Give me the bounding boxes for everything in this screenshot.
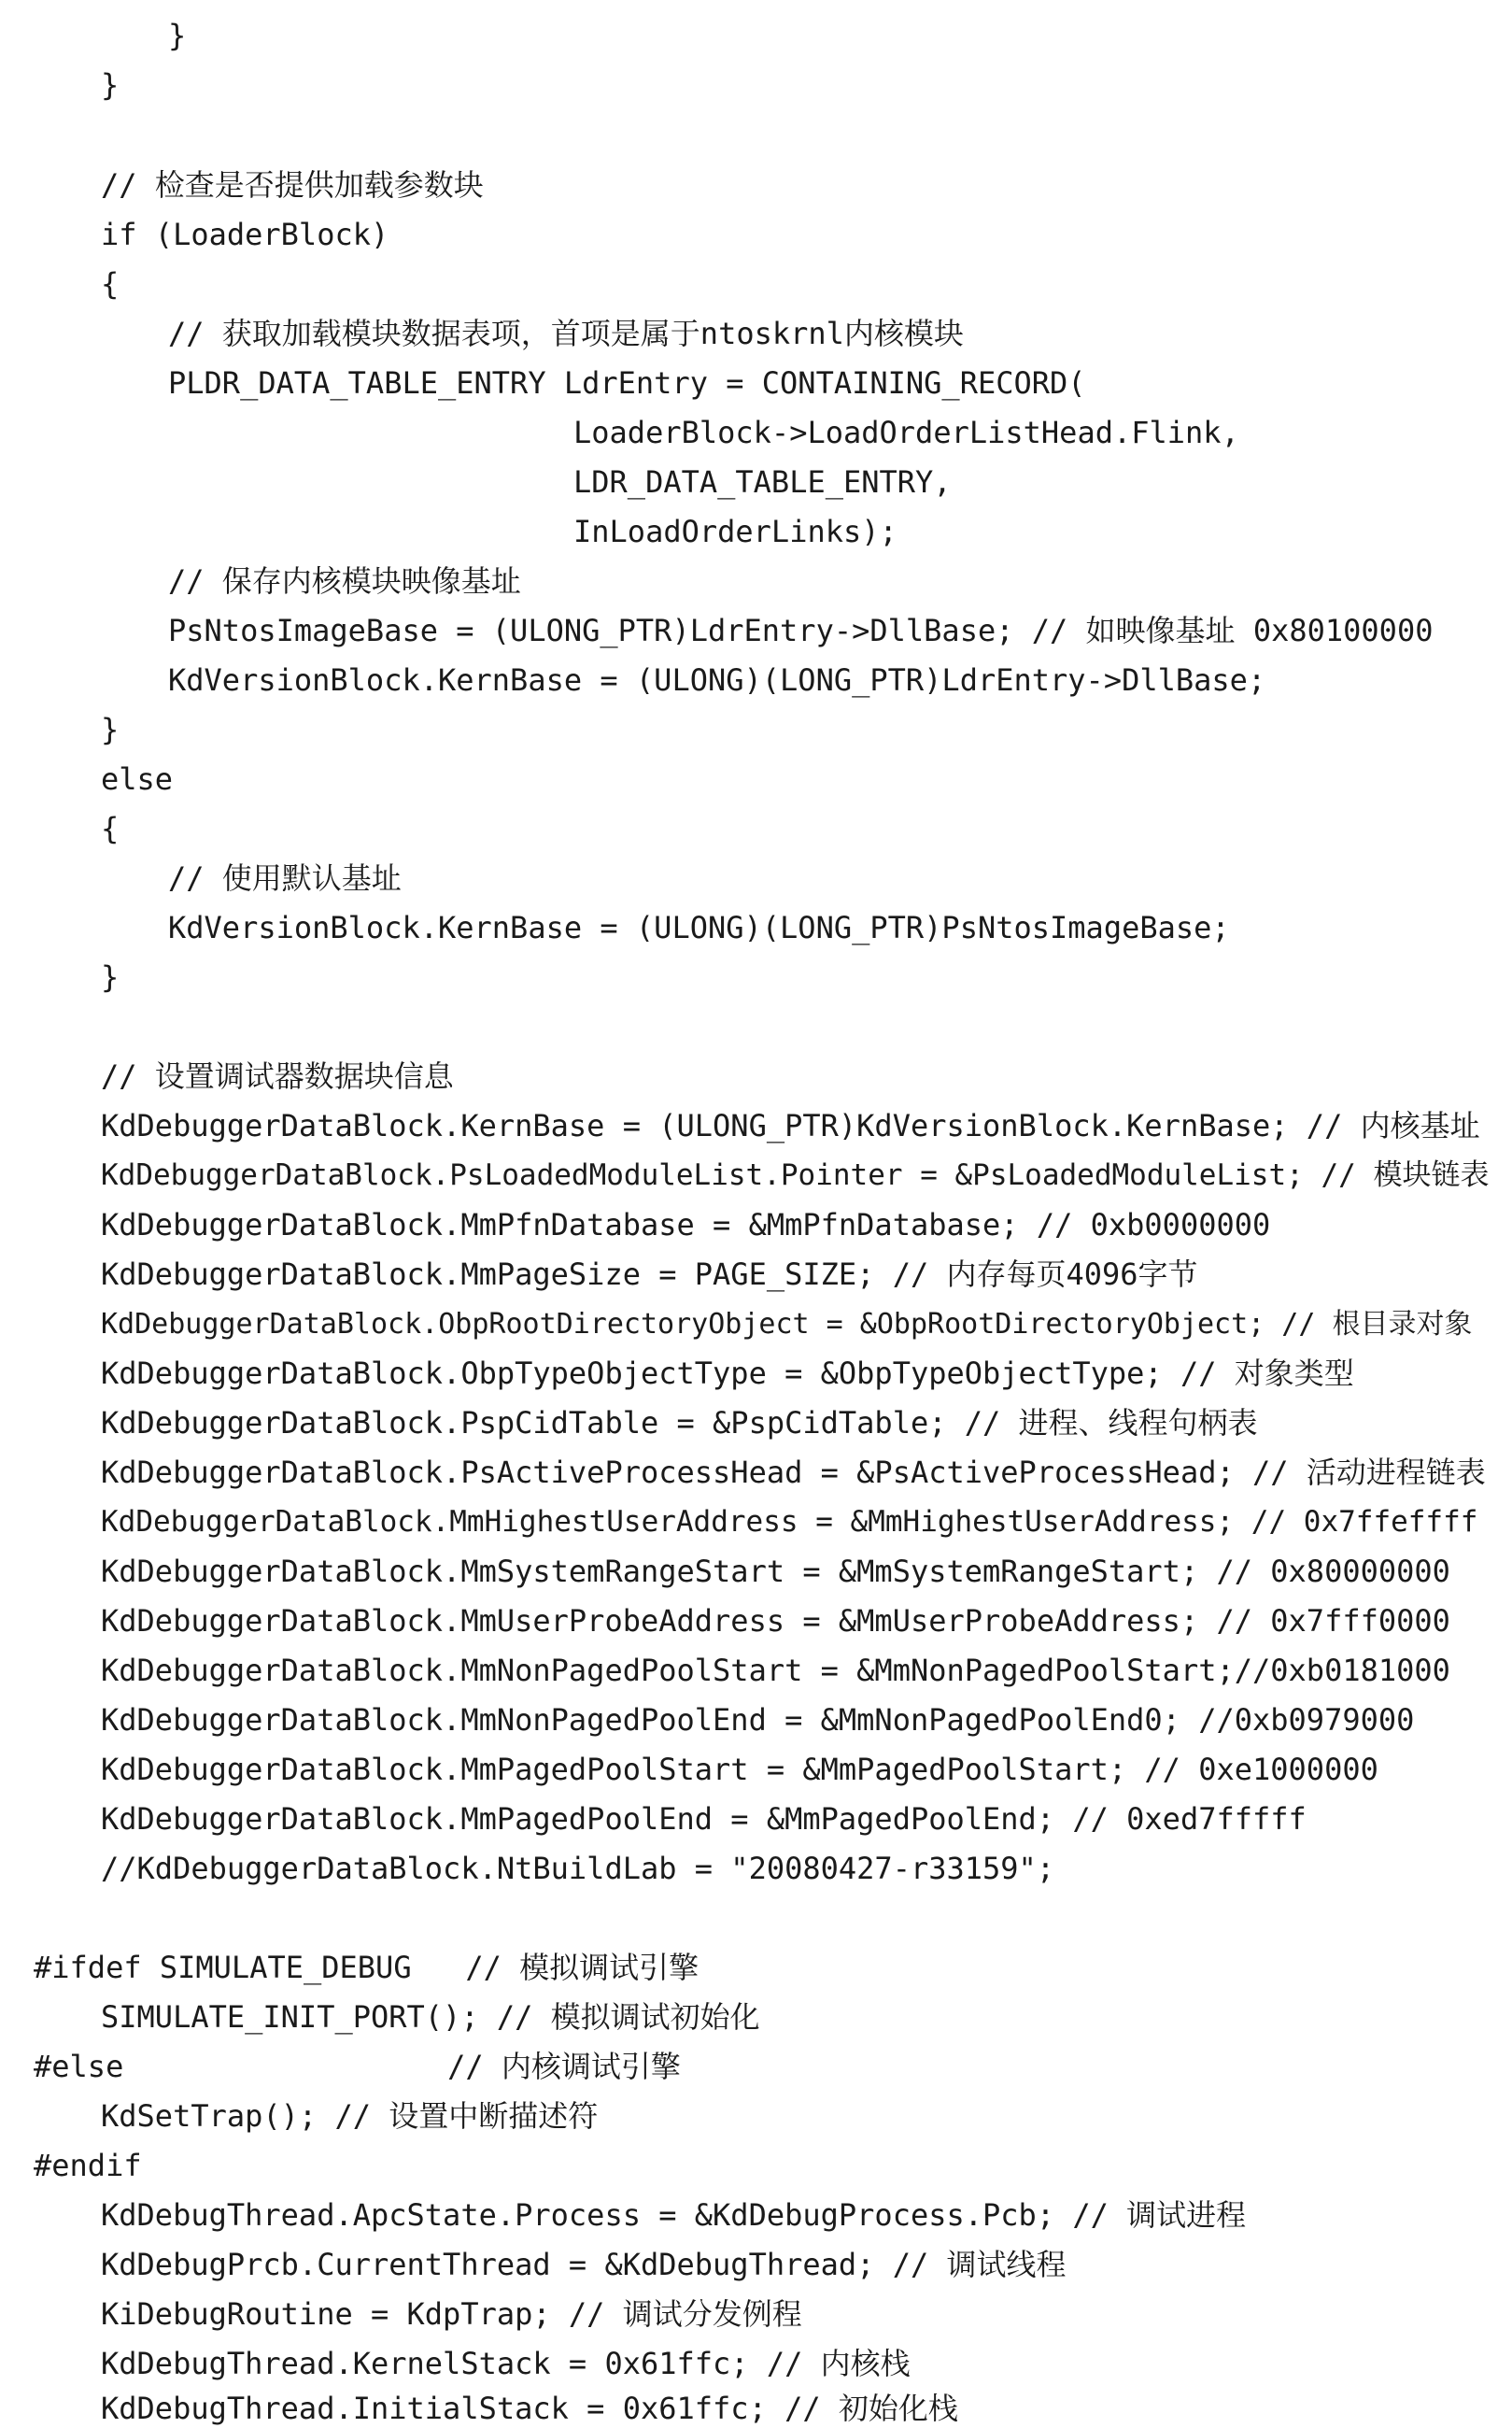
code-line: PLDR_DATA_TABLE_ENTRY LdrEntry = CONTAINING_RECORD( (168, 365, 1086, 401)
code-line: #else // 内核调试引擎 (34, 2049, 681, 2084)
code-line: KdDebugThread.ApcState.Process = &KdDebugProcess.Pcb; // 调试进程 (101, 2197, 1247, 2233)
code-line: KdSetTrap(); // 设置中断描述符 (101, 2098, 599, 2134)
code-line: KdVersionBlock.KernBase = (ULONG)(LONG_PTR)PsNtosImageBase; (168, 910, 1230, 945)
code-line: { (101, 811, 120, 846)
code-line: #endif (34, 2148, 142, 2183)
code-line: PsNtosImageBase = (ULONG_PTR)LdrEntry->DllBase; // 如映像基址 0x80100000 (168, 613, 1434, 648)
code-line: if (LoaderBlock) (101, 217, 389, 252)
code-line: KdDebuggerDataBlock.MmPageSize = PAGE_SIZE; // 内存每页4096字节 (101, 1257, 1198, 1292)
code-line: // 设置调试器数据块信息 (101, 1058, 454, 1094)
code-line: KdDebugPrcb.CurrentThread = &KdDebugThread; // 调试线程 (101, 2247, 1067, 2282)
code-line: KdDebuggerDataBlock.MmPagedPoolEnd = &MmPagedPoolEnd; // 0xed7fffff (101, 1801, 1307, 1837)
code-line: KdDebuggerDataBlock.PsActiveProcessHead = &PsActiveProcessHead; // 活动进程链表 (101, 1455, 1486, 1490)
code-line: #ifdef SIMULATE_DEBUG // 模拟调试引擎 (34, 1950, 699, 1985)
code-line: InLoadOrderLinks); (573, 514, 897, 549)
code-line: SIMULATE_INIT_PORT(); // 模拟调试初始化 (101, 1999, 760, 2035)
code-line: //KdDebuggerDataBlock.NtBuildLab = "20080427-r33159"; (101, 1851, 1055, 1886)
code-line: KdVersionBlock.KernBase = (ULONG)(LONG_PTR)LdrEntry->DllBase; (168, 662, 1266, 698)
code-line: KdDebuggerDataBlock.PsLoadedModuleList.Pointer = &PsLoadedModuleList; // 模块链表 (101, 1158, 1490, 1192)
code-line: } (101, 67, 120, 103)
code-line: } (101, 959, 120, 995)
code-line: KdDebuggerDataBlock.ObpRootDirectoryObject = &ObpRootDirectoryObject; // 根目录对象 (101, 1308, 1473, 1341)
code-line: // 保存内核模块映像基址 (168, 563, 521, 599)
code-line: LDR_DATA_TABLE_ENTRY, (573, 464, 952, 500)
code-line: KiDebugRoutine = KdpTrap; // 调试分发例程 (101, 2296, 802, 2332)
code-line: { (101, 266, 120, 302)
code-line: KdDebugThread.InitialStack = 0x61ffc; // 初始化栈 (101, 2391, 958, 2426)
code-line: KdDebuggerDataBlock.MmNonPagedPoolStart = &MmNonPagedPoolStart;//0xb0181000 (101, 1653, 1450, 1688)
code-line: } (168, 18, 187, 53)
code-line: KdDebuggerDataBlock.MmSystemRangeStart = &MmSystemRangeStart; // 0x80000000 (101, 1554, 1450, 1589)
code-line: KdDebuggerDataBlock.MmUserProbeAddress = &MmUserProbeAddress; // 0x7fff0000 (101, 1603, 1450, 1639)
code-line: } (101, 712, 120, 747)
code-line: KdDebuggerDataBlock.MmPfnDatabase = &MmPfnDatabase; // 0xb0000000 (101, 1207, 1271, 1242)
code-line: KdDebuggerDataBlock.MmHighestUserAddress = &MmHighestUserAddress; // 0x7ffeffff (101, 1505, 1478, 1539)
code-line: KdDebuggerDataBlock.KernBase = (ULONG_PTR)KdVersionBlock.KernBase; // 内核基址 (101, 1108, 1480, 1143)
code-line: KdDebuggerDataBlock.MmPagedPoolStart = &MmPagedPoolStart; // 0xe1000000 (101, 1752, 1378, 1787)
code-line: // 获取加载模块数据表项，首项是属于ntoskrnl内核模块 (168, 316, 964, 351)
code-line: KdDebuggerDataBlock.PspCidTable = &PspCidTable; // 进程、线程句柄表 (101, 1405, 1258, 1441)
code-line: // 使用默认基址 (168, 860, 402, 896)
code-line: // 检查是否提供加载参数块 (101, 167, 484, 203)
code-line: LoaderBlock->LoadOrderListHead.Flink, (573, 415, 1239, 450)
code-line: KdDebugThread.KernelStack = 0x61ffc; // 内核栈 (101, 2346, 911, 2381)
code-line: KdDebuggerDataBlock.MmNonPagedPoolEnd = &MmNonPagedPoolEnd0; //0xb0979000 (101, 1702, 1415, 1738)
code-line: else (101, 761, 174, 797)
code-line: KdDebuggerDataBlock.ObpTypeObjectType = &ObpTypeObjectType; // 对象类型 (101, 1356, 1354, 1391)
